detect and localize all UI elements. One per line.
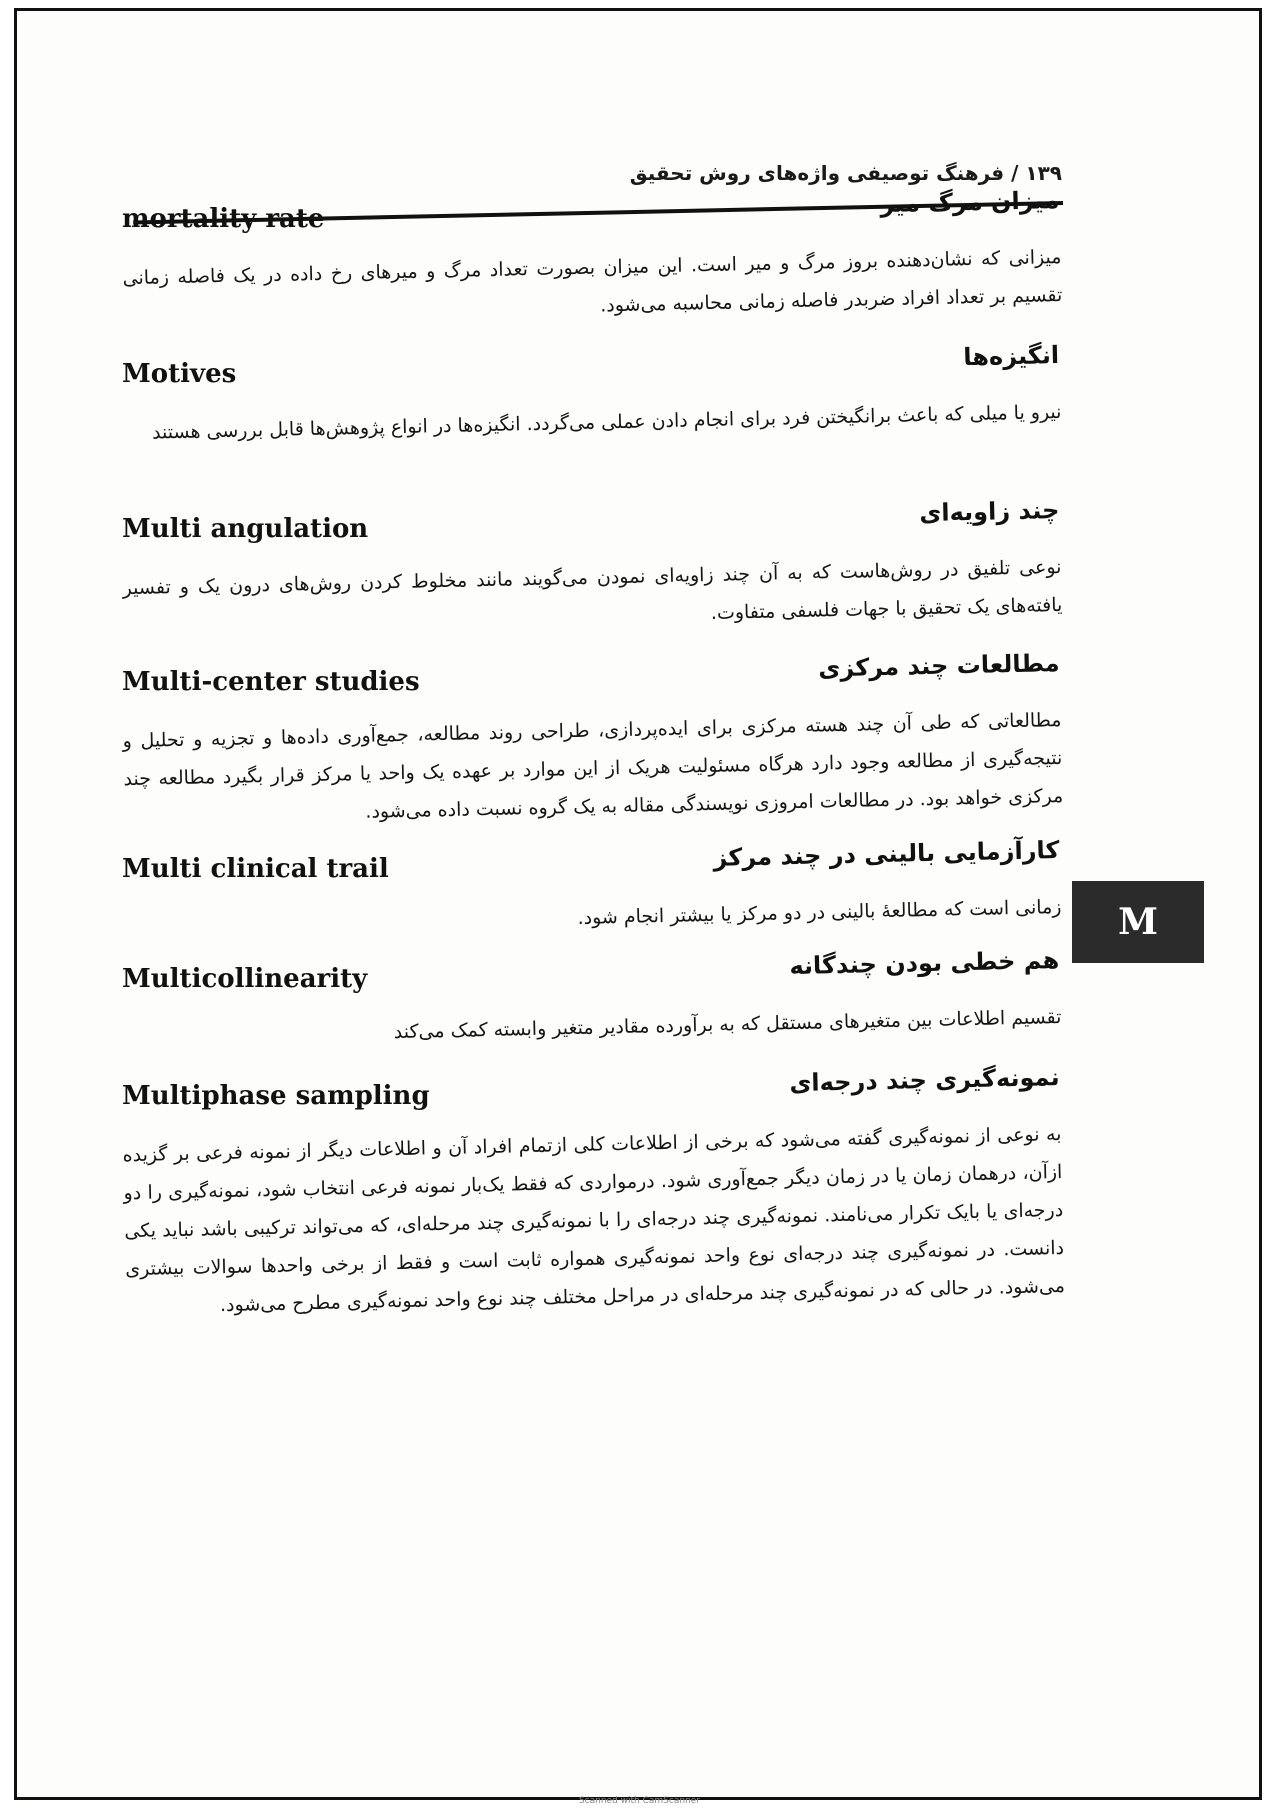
- glossary-entry: [17, 341, 1259, 501]
- term-english: Multi angulation: [122, 514, 369, 544]
- term-definition: میزانی که نشان‌دهنده بروز مرگ و میر است. این میزان بصورت تعداد مرگ و میرهای رخ داده در یک فاصله زمانی تقسیم بر تعداد افراد ضربدر فاصله زمانی محاسبه می‌شود.: [122, 245, 1063, 317]
- term-persian: مطالعات چند مرکزی: [817, 649, 1060, 683]
- glossary-entry: [17, 1063, 1259, 1363]
- glossary-entry: [17, 186, 1259, 346]
- term-definition: نیرو یا میلی که باعث برانگیختن فرد برای انجام دادن عملی می‌گردد. انگیزه‌ها در انواع پژوهش‌ها قابل بررسی هستند: [151, 400, 1062, 444]
- term-persian: چند زاویه‌ای: [918, 496, 1060, 528]
- term-english: Motives: [122, 359, 237, 389]
- term-english: Multiphase sampling: [122, 1081, 430, 1111]
- scanner-watermark: Scanned with CamScanner: [578, 1796, 701, 1806]
- term-definition: تقسیم اطلاعات بین متغیرهای مستقل که به برآورده مقادیر متغیر وابسته کمک می‌کند: [393, 1005, 1062, 1044]
- term-persian: هم خطی بودن چندگانه: [789, 946, 1060, 981]
- term-definition: مطالعاتی که طی آن چند هسته مرکزی برای ایده‌پردازی، طراحی روند مطالعه، جمع‌آوری داده‌ها و تجزیه و تحلیل و نتیجه‌گیری از مطالعه وجود دارد هرگاه مسئولیت هریک از این موارد بر عهده یک واحد یا مرکز قرار بگیرد مطالعه چند مرکزی خواهد بود. در مطالعات امروزی نویسندگی مقاله به یک گروه نسبت داده می‌شود.: [122, 708, 1064, 823]
- term-english: Multicollinearity: [122, 964, 368, 994]
- term-definition: زمانی است که مطالعهٔ بالینی در دو مرکز یا بیشتر انجام شود.: [577, 895, 1062, 929]
- glossary-entry: [17, 496, 1259, 656]
- term-persian: میزان مرگ میر: [880, 186, 1060, 219]
- term-definition: نوعی تلفیق در روش‌هاست که به آن چند زاویه‌ای نمودن می‌گویند مانند مخلوط کردن روش‌های درون یک و تفسیر یافته‌های یک تحقیق با جهات فلسفی متفاوت.: [122, 555, 1063, 624]
- running-header: ١٣٩ / فرهنگ توصیفی واژه‌های روش تحقیق: [629, 161, 1062, 185]
- term-english: mortality rate: [122, 204, 325, 234]
- scanned-page: [14, 8, 1262, 1800]
- section-letter-tab: M: [1072, 881, 1204, 963]
- glossary-entry: [17, 649, 1259, 823]
- term-english: Multi-center studies: [122, 667, 420, 697]
- term-persian: نمونه‌گیری چند درجه‌ای: [788, 1063, 1060, 1098]
- term-definition: به نوعی از نمونه‌گیری گفته می‌شود که برخی از اطلاعات کلی ازتمام افراد آن و اطلاعات دیگر از نمونه فرعی بر گزیده ازآن، درهمان زمان یا در زمان دیگر جمع‌آوری شود. درمواردی که فقط یک‌بار نمونه فرعی انتخاب شود، نمونه‌گیری را دو درجه‌ای یا بایک تکرار می‌نامند. نمونه‌گیری چند درجه‌ای را با نمونه‌گیری چند مرحله‌ای، که می‌تواند ترکیبی باشد نباید یکی دانست. در نمونه‌گیری چند درجه‌ای نوع واحد نمونه‌گیری همواره ثابت است و فقط از برخی واحدها سوالات بیشتری می‌شود. در حالی که در نمونه‌گیری چند مرحله‌ای در مراحل مختلف چند نوع واحد نمونه‌گیری مطرح می‌شود.: [122, 1122, 1066, 1317]
- term-english: Multi clinical trail: [122, 854, 389, 884]
- term-persian: انگیزه‌ها: [963, 341, 1060, 372]
- term-persian: کارآزمایی بالینی در چند مرکز: [712, 836, 1060, 872]
